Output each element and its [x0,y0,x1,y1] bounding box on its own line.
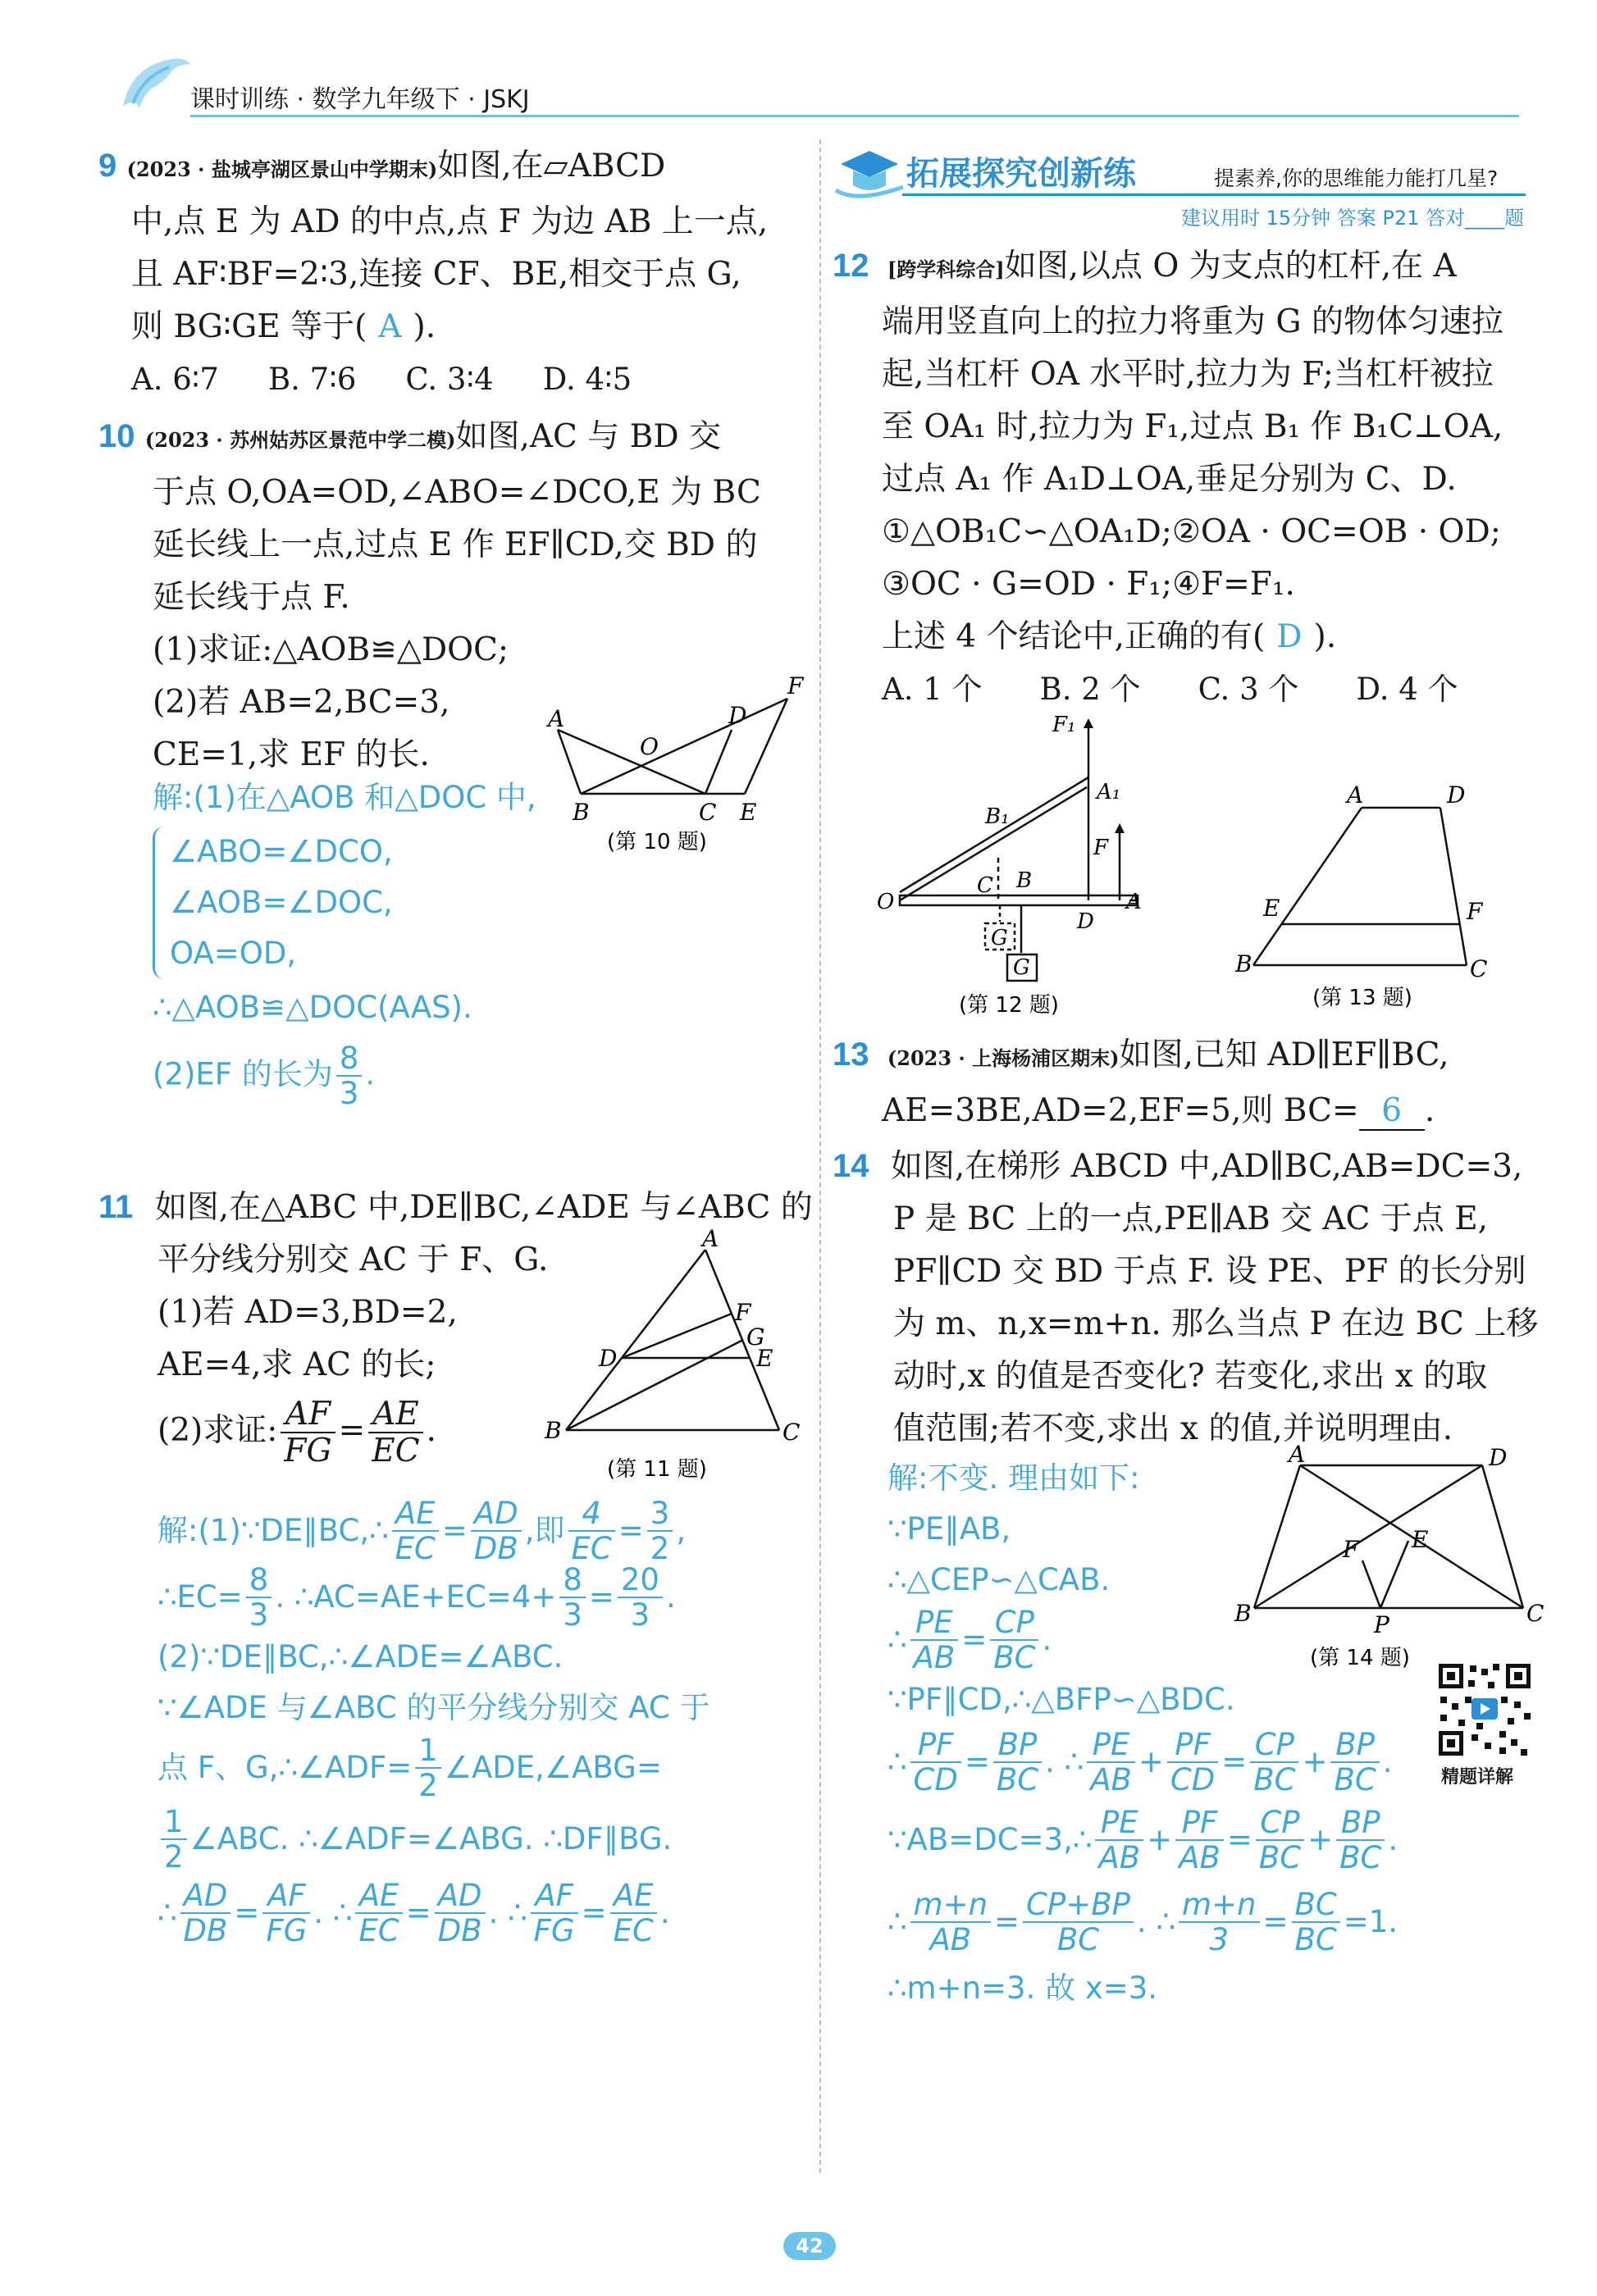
q9-line: 则 BG∶GE 等于( [131,308,367,345]
q14-line: 值范围;若不变,求出 x 的值,并说明理由. [893,1410,1453,1447]
qr-caption: 精题详解 [1441,1767,1514,1788]
fraction-denominator: BC [1294,1922,1337,1957]
q14-label: C [1526,1600,1545,1627]
fraction-numerator: BC [1292,1888,1340,1923]
q9-number: 9 [98,148,117,184]
q14-label: B [1234,1600,1252,1627]
text: (2)∵DE∥BC,∴∠ADE=∠ABC. [157,1639,564,1674]
q11-line: (2)求证: [157,1412,278,1449]
q13-figure [1230,783,1509,1029]
fraction-denominator: DB [473,1531,518,1566]
q12-line: ①△OB₁C∽△OA₁D;②OA · OC=OB · OD; [882,513,1501,550]
q10-solution [153,772,612,1110]
q10-label: C [699,799,717,826]
fraction-numerator: CP [1250,1728,1298,1763]
q13-label: E [1263,895,1280,922]
text: , [676,1513,687,1548]
q10-line: 于点 O,OA=OD,∠ABO=∠DCO,E 为 BC [153,474,761,511]
fraction-numerator: AD [471,1496,522,1532]
q12-label: B [1016,868,1033,893]
text: = [618,1513,644,1548]
text: 解:不变. 理由如下: [887,1460,1140,1496]
q12-caption: (第 12 题) [959,993,1059,1018]
fraction-numerator: BP [1336,1806,1385,1841]
q10-label: D [728,702,747,729]
fraction-denominator: AB [1098,1840,1141,1875]
fraction-numerator: BP [993,1728,1042,1763]
q12-label: D [1077,909,1094,934]
q12-option-c: C. 3 个 [1198,672,1299,707]
fraction-numerator: 1 [415,1733,441,1769]
fraction-numerator: PF [1167,1728,1218,1763]
fraction-denominator: AB [913,1640,956,1675]
q10-solution-line: 解:(1)在△AOB 和△DOC 中, [153,780,536,815]
q14-solution [887,1453,1544,2014]
q11-number: 11 [98,1189,134,1225]
text: ,即 [524,1513,565,1548]
text: ∠ABC. ∴∠ADF=∠ABG. ∴DF∥BG. [189,1821,673,1856]
q11-line: AE=4,求 AC 的长; [157,1346,436,1383]
q13-line: . [1424,1092,1435,1129]
text: . ∴AC=AE+EC=4+ [275,1579,557,1615]
q12-label: O [877,890,895,914]
q14-label: E [1412,1526,1429,1553]
text: ∠ADE,∠ABG= [444,1750,662,1785]
fraction-denominator: 3 [630,1597,650,1633]
text: = [234,1895,260,1930]
q14-label: P [1374,1611,1389,1638]
fraction-numerator: PE [1095,1806,1143,1841]
q13-label: B [1235,950,1253,977]
text: + [1307,1822,1334,1857]
q12-tag: [跨学科综合] [887,257,1005,281]
q12-answer: D [1276,618,1303,655]
fraction-denominator: FG [284,1433,332,1469]
text: . [1388,1822,1399,1857]
q10-solution-line: ∠ABO=∠DCO, [170,834,393,869]
q13-line: AE=3BE,AD=2,EF=5,则 BC= [882,1092,1359,1129]
text: ∴ [157,1895,177,1930]
q10-line: 延长线于点 F. [153,579,350,616]
q10-number: 10 [98,418,135,454]
fraction-numerator: CP [990,1606,1038,1641]
text: + [1302,1744,1328,1779]
section-rule [902,194,1526,196]
q14-label: A [1289,1441,1306,1468]
q12-label: B₁ [985,804,1010,829]
q12-figure [874,707,1169,1027]
text: . ∴ [313,1895,353,1930]
q12-label: A₁ [1097,780,1121,804]
q13-label: A [1347,781,1364,809]
q9-line: 且 AF∶BF=2∶3,连接 CF、BE,相交于点 G, [131,256,741,293]
text: . [1382,1744,1393,1779]
q11-label: G [746,1323,765,1351]
q13-answer: 6 [1359,1093,1425,1131]
text: ∵AB=DC=3,∴ [887,1822,1093,1857]
q11-figure [541,1225,804,1484]
text: ∴△CEP∽△CAB. [887,1562,1111,1597]
q13-label: C [1470,955,1488,982]
q13-label: D [1447,781,1466,809]
q12-line: 上述 4 个结论中,正确的有( [882,618,1266,655]
q10-solution-line: OA=OD, [170,936,297,971]
q11-line: (1)若 AD=3,BD=2, [157,1294,458,1331]
fraction-numerator: AE [610,1879,657,1914]
q13-number: 13 [833,1036,869,1073]
text: 解:(1)∵DE∥BC,∴ [157,1513,389,1548]
text: = [405,1895,431,1930]
q10-label: O [640,733,659,760]
q10-solution-line: ∴△AOB≌△DOC(AAS). [153,990,472,1025]
dolphin-logo-icon [115,49,193,115]
q12-line: 至 OA₁ 时,拉力为 F₁,过点 B₁ 作 B₁C⊥OA, [882,408,1503,445]
q10-line: CE=1,求 EF 的长. [153,736,430,773]
fraction-numerator: AD [180,1879,231,1914]
text: . ∴ [1045,1744,1084,1779]
text: = [994,1904,1020,1939]
header-title: 课时训练 · 数学九年级下 · JSKJ [190,85,530,114]
q12-number: 12 [833,248,869,284]
fraction-denominator: 3 [1209,1922,1230,1957]
q12-option-b: B. 2 个 [1039,672,1141,707]
fraction-denominator: AB [929,1922,972,1957]
fraction-numerator: 4 [568,1496,615,1532]
q9-line: ). [413,308,436,345]
text: ∴m+n=3. 故 x=3. [887,1970,1158,2006]
q9-line: 中,点 E 为 AD 的中点,点 F 为边 AB 上一点, [131,203,769,240]
q11-line: 如图,在△ABC 中,DE∥BC,∠ADE 与∠ABC 的 [154,1189,813,1226]
text: ∴EC= [157,1579,243,1615]
q11-caption: (第 11 题) [607,1457,707,1482]
text: = [1262,1904,1289,1939]
fraction-denominator: BC [1334,1762,1376,1797]
fraction-denominator: AB [1090,1762,1132,1797]
text: =1. [1343,1904,1399,1939]
text: = [581,1895,607,1930]
q10-solution-line: (2)EF 的长为 [153,1056,333,1092]
fraction-numerator: AE [392,1496,439,1532]
text: ∵PE∥AB, [887,1511,1011,1547]
graduation-cap-icon [833,139,906,205]
q14-label: D [1489,1444,1508,1471]
q9-option-c: C. 3∶4 [405,362,494,397]
q12-label: A [1126,890,1142,914]
q10-label: B [573,799,590,826]
q14-caption: (第 14 题) [1310,1646,1410,1670]
text: ∵PF∥CD,∴△BFP∽△BDC. [887,1682,1235,1717]
q9-answer: A [378,308,402,345]
question-13 [833,1028,1554,1137]
q12-label: G [991,926,1008,950]
q9-option-d: D. 4∶5 [542,362,632,397]
q9-source: (2023 · 盐城亭湖区景山中学期末) [126,157,438,181]
fraction-denominator: 3 [249,1597,269,1633]
fraction-numerator: CP+BP [1023,1888,1134,1923]
fraction-numerator: BP [1330,1728,1379,1763]
q10-caption: (第 10 题) [607,830,707,854]
q10-source: (2023 · 苏州姑苏区景范中学二模) [144,428,456,452]
q12-line: 起,当杠杆 OA 水平时,拉力为 F;当杠杆被拉 [882,356,1494,393]
text: . ∴ [1136,1904,1175,1939]
section-slogan: 提素养,你的思维能力能打几星? [1214,166,1499,190]
fraction-denominator: EC [372,1433,420,1469]
fraction-numerator: 3 [647,1496,673,1532]
q14-line: 动时,x 的值是否变化? 若变化,求出 x 的取 [893,1358,1488,1395]
text: ∵∠ADE 与∠ABC 的平分线分别交 AC 于 [157,1690,710,1725]
q9-option-b: B. 7∶6 [267,362,357,397]
equals-sign: = [338,1412,366,1449]
q11-label: D [599,1345,618,1372]
text: ∴ [887,1622,907,1657]
fraction-numerator: PE [910,1606,959,1641]
text: . [1042,1622,1052,1657]
q12-line: 如图,以点 O 为支点的杠杆,在 A [1004,248,1457,285]
text: = [1221,1744,1248,1779]
fraction-numerator: 8 [336,1041,363,1077]
fraction-denominator: CD [1170,1762,1216,1797]
q14-line: PF∥CD 交 BD 于点 F. 设 PE、PF 的长分别 [893,1253,1526,1290]
fraction-denominator: FG [266,1913,308,1948]
q9-line: 如图,在▱ABCD [437,148,666,184]
fraction-numerator: AF [531,1879,578,1914]
q14-line: 如图,在梯形 ABCD 中,AD∥BC,AB=DC=3, [890,1148,1523,1185]
q13-caption: (第 13 题) [1312,986,1412,1010]
q10-label: E [740,799,757,826]
fraction-denominator: 2 [164,1839,184,1875]
fraction-denominator: EC [358,1913,399,1948]
text: = [961,1622,988,1657]
q13-source: (2023 · 上海杨浦区期末) [887,1046,1120,1070]
fraction-denominator: DB [437,1913,482,1948]
q10-label: F [787,672,804,699]
q13-line: 如图,已知 AD∥EF∥BC, [1119,1036,1449,1073]
q9-option-a: A. 6∶7 [131,362,219,397]
fraction-numerator: m+n [1179,1888,1260,1923]
question-12 [833,239,1546,716]
fraction-denominator: 2 [418,1768,438,1803]
fraction-numerator: 1 [161,1805,187,1840]
fraction-denominator: BC [1056,1922,1100,1957]
q10-solution-line: ∠AOB=∠DOC, [170,885,393,920]
q11-label: F [735,1299,751,1326]
question-14 [833,1140,1554,1456]
text: ∴ [887,1744,907,1779]
fraction-denominator: BC [1253,1762,1296,1797]
q14-line: 为 m、n,x=m+n. 那么当点 P 在边 BC 上移 [893,1305,1539,1342]
fraction-denominator: EC [395,1531,436,1566]
fraction-denominator: AB [1179,1840,1221,1875]
q12-line: ③OC · G=OD · F₁;④F=F₁. [882,566,1295,603]
q14-number: 14 [833,1148,869,1184]
q12-label: F [1093,836,1109,860]
text: . [659,1895,670,1930]
q14-label: F [1343,1536,1359,1563]
fraction-numerator: 20 [618,1563,663,1598]
q12-label: F₁ [1052,713,1076,737]
column-divider [819,139,821,2173]
text: 点 F、G,∴∠ADF= [157,1750,413,1785]
fraction-numerator: AF [262,1879,310,1914]
q13-label: F [1467,898,1483,925]
fraction-numerator: 8 [246,1563,272,1598]
fraction-denominator: DB [183,1913,228,1948]
text: = [441,1513,468,1548]
fraction-numerator: AD [435,1879,486,1914]
punctuation: . [426,1412,437,1449]
q11-solution [157,1496,814,1950]
q12-label: C [977,873,993,898]
fraction-denominator: BC [996,1762,1039,1797]
header-rule [190,115,1519,117]
section-title: 拓展探究创新练 [906,155,1136,193]
fraction-numerator: CP [1256,1806,1304,1841]
text: + [1138,1744,1164,1779]
q12-line: ). [1313,618,1337,655]
q12-line: 过点 A₁ 作 A₁D⊥OA,垂足分别为 C、D. [882,461,1457,498]
fraction-numerator: AE [355,1879,402,1914]
q10-line: 如图,AC 与 BD 交 [455,418,722,455]
fraction-denominator: 3 [563,1597,582,1633]
q11-label: E [756,1345,773,1372]
fraction-denominator: BC [1339,1840,1382,1875]
q12-option-d: D. 4 个 [1356,672,1458,707]
fraction-denominator: BC [1258,1840,1302,1875]
text: = [964,1744,990,1779]
text: + [1147,1822,1173,1857]
q11-label: B [545,1417,562,1444]
q10-line: (2)若 AB=2,BC=3, [153,684,450,721]
punctuation: . [365,1056,376,1092]
fraction-numerator: 8 [559,1563,586,1598]
fraction-numerator: AE [368,1396,422,1433]
fraction-numerator: AF [281,1396,335,1433]
text: . [665,1579,676,1615]
fraction-denominator: 3 [339,1076,359,1111]
q12-line: 端用竖直向上的拉力将重为 G 的物体匀速拉 [882,303,1503,340]
section-meta: 建议用时 15分钟 答案 P21 答对____题 [1181,207,1525,230]
fraction-numerator: m+n [910,1888,992,1923]
question-9 [98,139,804,406]
fraction-denominator: EC [571,1531,612,1566]
text: . ∴ [488,1895,527,1930]
q14-line: P 是 BC 上的一点,PE∥AB 交 AC 于点 E, [893,1200,1489,1237]
q11-label: C [783,1419,801,1446]
fraction-denominator: BC [993,1640,1036,1675]
q11-label: A [702,1225,719,1252]
q12-label: G [1013,955,1030,980]
fraction-denominator: FG [533,1913,575,1948]
page-number: 42 [783,2232,836,2260]
text: = [588,1579,614,1615]
fraction-numerator: PF [1175,1806,1224,1841]
fraction-denominator: CD [913,1762,958,1797]
q11-line: 平分线分别交 AC 于 F、G. [157,1241,549,1278]
text: = [1226,1822,1253,1857]
q10-line: (1)求证:△AOB≌△DOC; [153,631,509,668]
fraction-denominator: 2 [650,1531,670,1566]
text: ∴ [887,1904,907,1939]
fraction-denominator: EC [613,1913,654,1948]
fraction-numerator: PF [910,1728,961,1763]
q10-label: A [548,705,565,732]
q12-option-a: A. 1 个 [882,672,983,707]
fraction-numerator: PE [1087,1728,1135,1763]
q10-line: 延长线上一点,过点 E 作 EF∥CD,交 BD 的 [153,526,758,563]
